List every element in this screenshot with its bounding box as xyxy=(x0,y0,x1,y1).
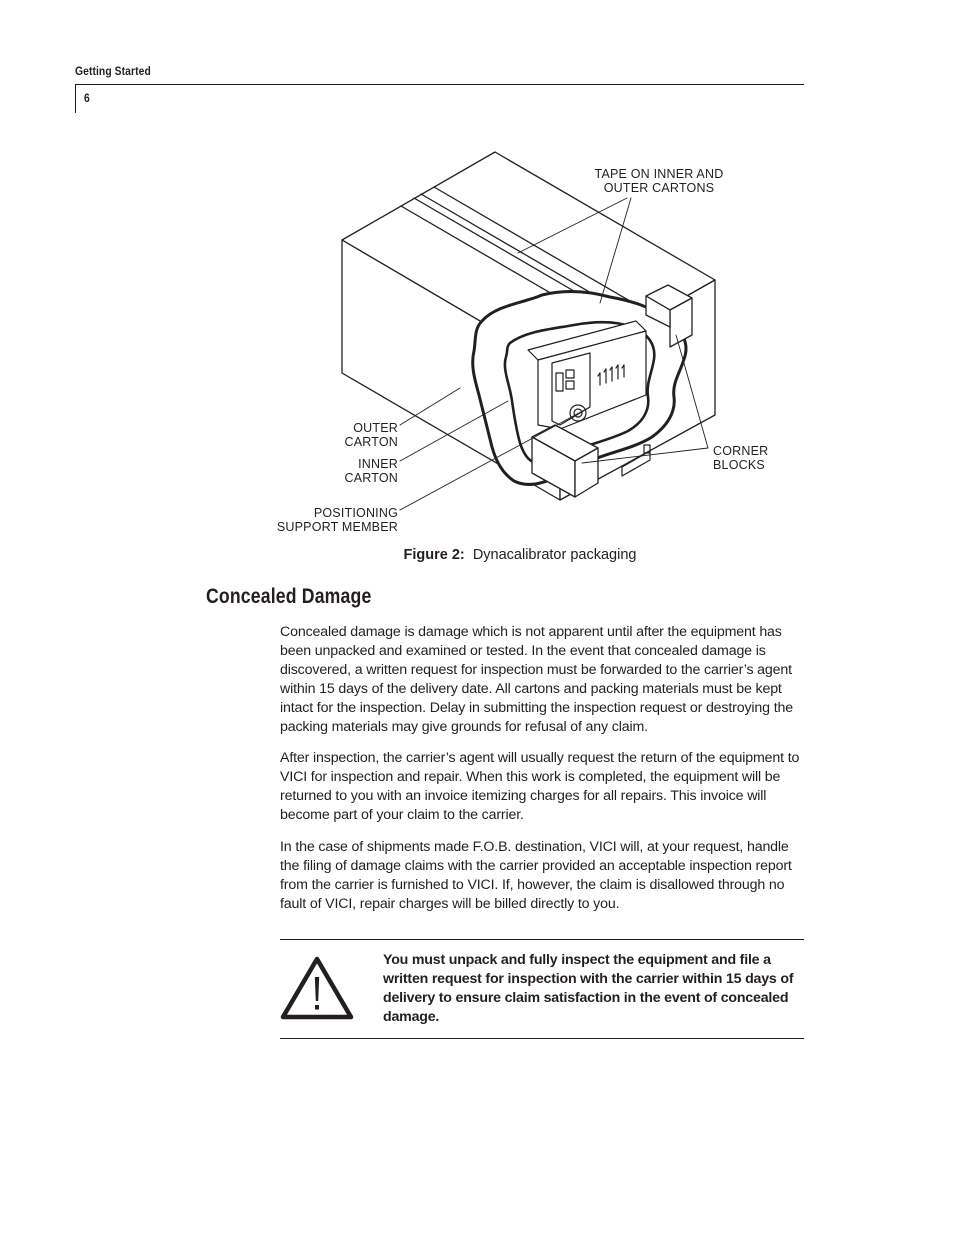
warning-top-rule xyxy=(280,939,804,940)
figure-caption-text: Dynacalibrator packaging xyxy=(472,547,637,563)
section-heading: Concealed Damage xyxy=(206,585,372,608)
warning-bottom-rule xyxy=(280,1038,804,1039)
callout-positioning-support: POSITIONING SUPPORT MEMBER xyxy=(276,506,398,534)
header-vertical-rule xyxy=(75,84,76,113)
header-rule xyxy=(75,84,804,85)
callout-tape: TAPE ON INNER AND OUTER CARTONS xyxy=(594,167,724,195)
figure-caption xyxy=(280,547,760,563)
callout-corner-blocks: CORNER BLOCKS xyxy=(713,444,769,472)
body-paragraph-2: After inspection, the carrier’s agent will usually request the return of the equipment to VICI for inspection and repair. When this work is completed, the equipment will be returned to you with an invoice itemizing charges for all repairs. This invoice will become part of your claim to the carrier. xyxy=(280,750,800,823)
callout-inner-carton: INNER CARTON xyxy=(344,457,398,485)
packaging-illustration xyxy=(270,145,790,545)
warning-text: You must unpack and fully inspect the equipment and file a written request for inspection with the carrier within 15 days of delivery to ensure claim satisfaction in the event of concealed damage. xyxy=(383,952,794,1025)
figure-caption-label: Figure 2: xyxy=(403,547,465,563)
body-paragraph-1: Concealed damage is damage which is not apparent until after the equipment has been unpacked and examined or tested. In the event that concealed damage is discovered, a written request for inspection must be forwarded to the carrier’s agent within 15 days of the delivery date. All cartons and packing materials must be kept intact for the inspection. Delay in submitting the inspection request or destroying the packing materials may give grounds for refusal of any claim. xyxy=(280,624,793,735)
callout-outer-carton: OUTER CARTON xyxy=(344,421,398,449)
running-header-section: Getting Started xyxy=(75,64,151,78)
page-number: 6 xyxy=(84,91,90,105)
body-paragraph-3: In the case of shipments made F.O.B. destination, VICI will, at your request, handle the filing of damage claims with the carrier provided an acceptable inspection report from the carrier is furnished to VICI. If, however, the claim is disallowed through no fault of VICI, repair charges will be billed directly to you. xyxy=(280,839,792,912)
warning-triangle-icon xyxy=(280,955,354,1021)
